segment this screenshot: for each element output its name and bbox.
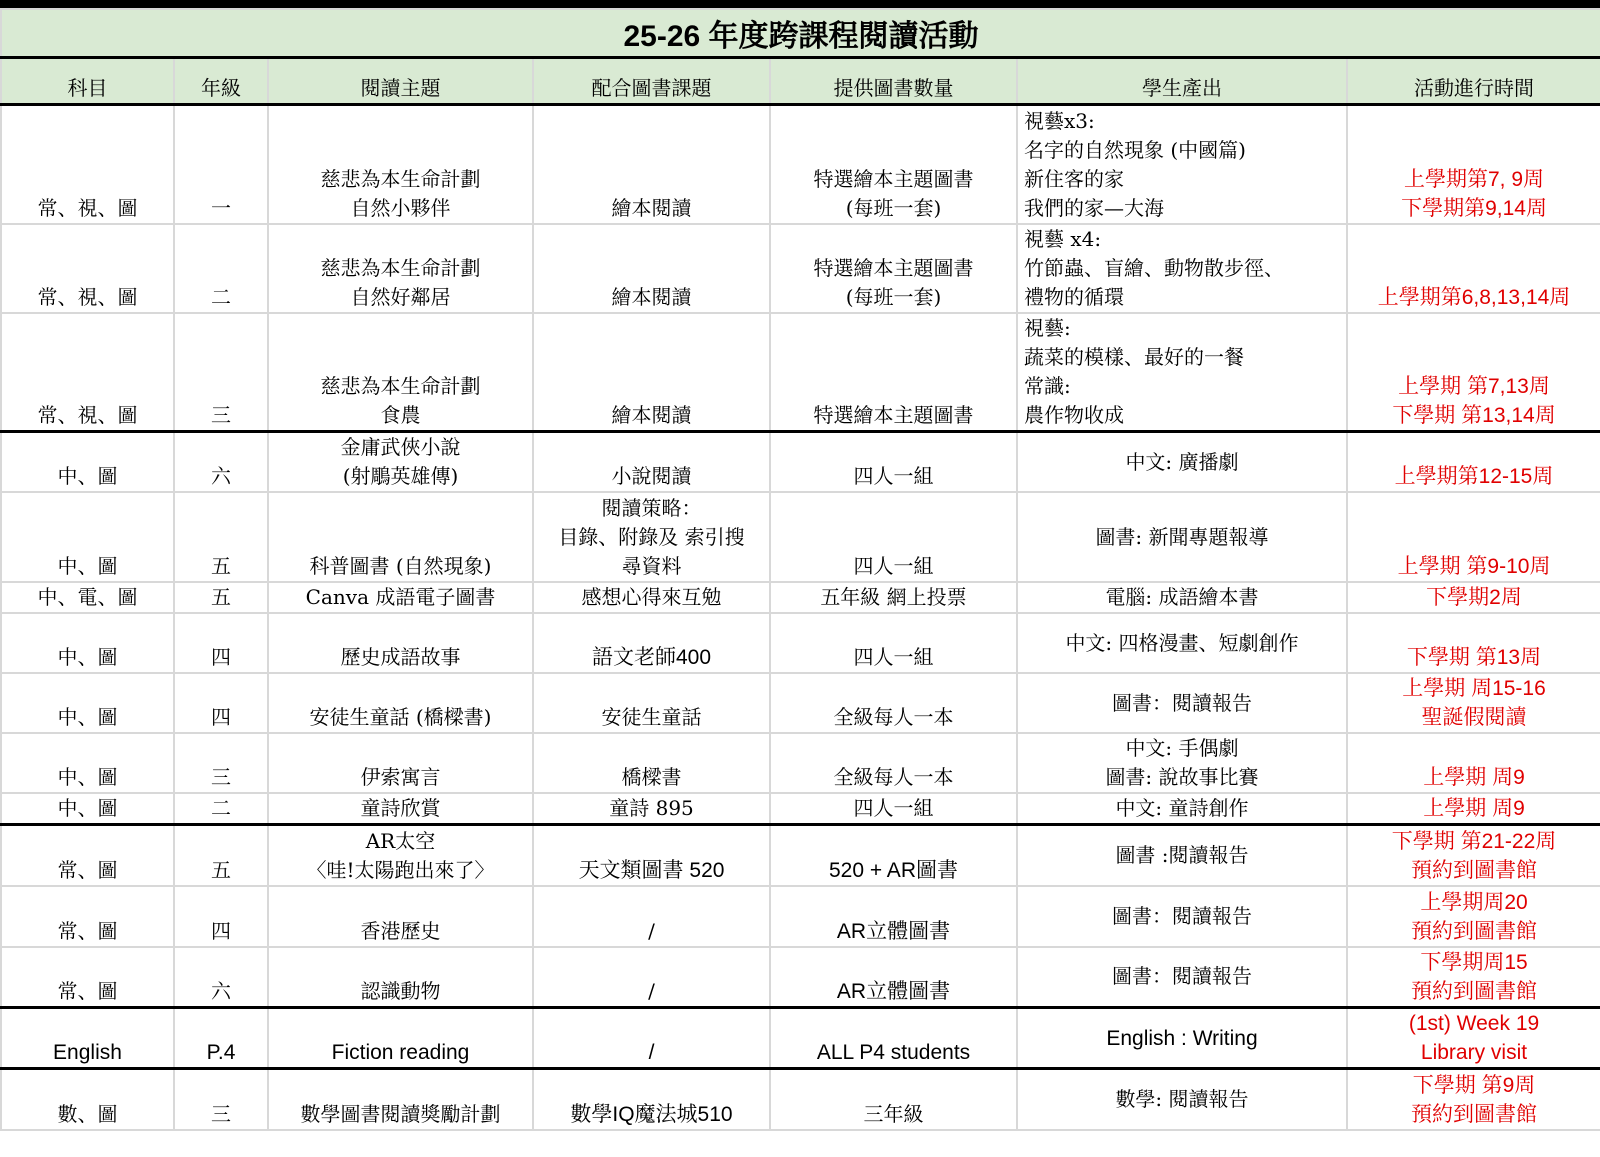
cell-time-line: 下學期 第13周 [1406, 646, 1542, 669]
table-row [1, 313, 1600, 432]
cell-grade-line: 二 [211, 284, 231, 309]
cell-quantity-line: 全級每人一本 [833, 705, 954, 729]
cell-output-line: 中文: 廣播劇 [1125, 449, 1239, 474]
cell-topic [533, 1008, 770, 1069]
cell-quantity [770, 825, 1017, 886]
cell-time [1347, 224, 1600, 313]
table-row [1, 105, 1600, 224]
cell-subject-line: 常、圖 [57, 979, 118, 1003]
cell-theme [268, 492, 533, 582]
cell-theme [268, 432, 533, 493]
cell-time-line: 下學期 第21-22周 [1391, 829, 1557, 853]
cell-output-line: 我們的家—大海 [1024, 195, 1164, 220]
cell-subject-line: 常、視、圖 [37, 403, 138, 427]
cell-topic [533, 1069, 770, 1130]
cell-topic [533, 224, 770, 313]
cell-time-line: 下學期2周 [1426, 586, 1522, 609]
table-row [1, 224, 1600, 313]
cell-quantity-line: 四人一組 [853, 464, 934, 488]
cell-quantity-line: 全級每人一本 [833, 765, 954, 789]
cell-subject [1, 613, 174, 673]
cell-time-line: 聖誕假閱讀 [1421, 706, 1527, 729]
cell-output [1017, 313, 1347, 432]
cell-theme-line: 金庸武俠小說 [340, 435, 461, 459]
cell-topic [533, 432, 770, 493]
cell-grade [174, 613, 268, 673]
cell-topic-line: 尋資料 [621, 554, 682, 578]
cell-topic [533, 673, 770, 733]
cell-quantity [770, 582, 1017, 613]
cell-grade [174, 224, 268, 313]
cell-grade [174, 105, 268, 224]
cell-topic-line: 童詩 895 [609, 796, 694, 820]
cell-grade [174, 1069, 268, 1130]
cell-theme [268, 105, 533, 224]
cell-time-line: 下學期第9,14周 [1401, 196, 1547, 220]
cell-quantity-line: 五年級 網上投票 [820, 585, 967, 609]
table-row [1, 432, 1600, 493]
cell-subject-line: 數、圖 [57, 1101, 118, 1126]
cell-quantity-line: AR立體圖書 [836, 980, 951, 1003]
cell-theme-line: 慈悲為本生命計劃 [320, 374, 481, 398]
cell-subject-line: 中、圖 [57, 765, 118, 789]
title-row [1, 9, 1600, 58]
cell-quantity [770, 673, 1017, 733]
cell-quantity-line: 四人一組 [853, 645, 934, 669]
cell-theme [268, 673, 533, 733]
cell-subject [1, 492, 174, 582]
cell-subject-line: 常、圖 [57, 918, 118, 943]
cell-theme-line: 認識動物 [360, 979, 441, 1003]
cell-output-line: 名字的自然現象 (中國篇) [1024, 137, 1246, 162]
cell-output [1017, 947, 1347, 1008]
cell-quantity [770, 733, 1017, 793]
cell-quantity [770, 432, 1017, 493]
cell-output-line: 常識: [1024, 374, 1071, 398]
cell-grade-line: 五 [211, 857, 231, 882]
cell-grade [174, 582, 268, 613]
cell-output-line: 數學: 閱讀報告 [1115, 1086, 1249, 1111]
cell-output [1017, 105, 1347, 224]
cell-output-line: 電腦: 成語繪本書 [1105, 585, 1259, 609]
cell-subject [1, 947, 174, 1008]
cell-time-line: 上學期 周9 [1423, 797, 1525, 820]
cell-theme [268, 886, 533, 947]
header-row [1, 58, 1600, 105]
cell-theme-line: 數學圖書閱讀獎勵計劃 [300, 1101, 501, 1126]
cell-quantity-line: (每班一套) [845, 195, 942, 220]
cell-quantity [770, 105, 1017, 224]
spreadsheet-sheet [0, 8, 1600, 1157]
cell-theme-line: 安徒生童話 (橋樑書) [309, 705, 492, 729]
cell-quantity-line: 三年級 [863, 1101, 924, 1126]
cell-grade [174, 793, 268, 825]
cell-theme-line: 童詩欣賞 [360, 796, 441, 820]
cell-output [1017, 582, 1347, 613]
cell-output-line: 中文: 四格漫畫、短劇創作 [1065, 630, 1299, 655]
cell-quantity-line: 特選繪本主題圖書 [813, 166, 974, 191]
cell-topic-line: / [648, 979, 655, 1003]
cell-grade [174, 886, 268, 947]
cell-time-line: Library visit [1420, 1041, 1528, 1064]
cell-quantity-line: 特選繪本主題圖書 [813, 403, 974, 427]
cell-quantity-line: ALL P4 students [816, 1041, 971, 1064]
cell-topic [533, 733, 770, 793]
cell-topic-line: 閱讀策略： [601, 496, 702, 520]
cell-time-line: (1st) Week 19 [1408, 1012, 1540, 1035]
cell-subject-line: 中、圖 [57, 796, 118, 820]
cell-subject-line: 常、視、圖 [37, 195, 138, 220]
cell-theme-line: 食農 [380, 403, 421, 427]
table-row [1, 825, 1600, 886]
cell-output-line: 視藝: [1024, 316, 1071, 340]
table-row [1, 793, 1600, 825]
cell-grade [174, 825, 268, 886]
cell-theme-line: AR太空 [365, 828, 436, 853]
cell-theme-line: 〈哇!太陽跑出來了〉 [306, 857, 495, 882]
cell-topic [533, 582, 770, 613]
cell-grade-line: 四 [211, 918, 231, 943]
cell-grade [174, 1008, 268, 1069]
sheet-title: 25-26 年度跨課程閱讀活動 [1, 9, 1600, 58]
cell-theme [268, 793, 533, 825]
cell-output-line: 竹節蟲、盲繪、動物散步徑、 [1024, 255, 1284, 280]
cell-time-line: 上學期第6,8,13,14周 [1377, 285, 1571, 309]
table-row [1, 613, 1600, 673]
cell-theme [268, 1069, 533, 1130]
cell-subject-line: 常、視、圖 [37, 284, 138, 309]
cell-time [1347, 793, 1600, 825]
table-row [1, 582, 1600, 613]
header-grade: 年級 [174, 58, 268, 105]
cell-time-line: 預約到圖書館 [1411, 980, 1538, 1003]
table-row [1, 1008, 1600, 1069]
cell-grade [174, 947, 268, 1008]
cell-output-line: 農作物收成 [1024, 403, 1124, 427]
cell-time [1347, 492, 1600, 582]
cell-grade [174, 432, 268, 493]
cell-grade-line: P.4 [206, 1041, 236, 1064]
activity-table [0, 8, 1600, 1131]
cell-output-line: 中文: 童詩創作 [1115, 796, 1249, 820]
cell-output [1017, 673, 1347, 733]
cell-topic-line: 橋樑書 [621, 765, 682, 789]
table-row [1, 886, 1600, 947]
cell-time [1347, 313, 1600, 432]
cell-subject [1, 793, 174, 825]
table-row [1, 673, 1600, 733]
cell-grade-line: 三 [211, 765, 231, 789]
cell-theme-line: 慈悲為本生命計劃 [320, 166, 481, 191]
cell-topic-line: 語文老師400 [591, 646, 712, 669]
cell-output-line: 圖書：閱讀報告 [1112, 690, 1252, 715]
cell-theme-line: 慈悲為本生命計劃 [320, 255, 481, 280]
cell-output [1017, 1069, 1347, 1130]
cell-output [1017, 224, 1347, 313]
cell-output [1017, 432, 1347, 493]
cell-grade-line: 三 [211, 1101, 231, 1126]
cell-theme-line: (射鵰英雄傳) [342, 464, 459, 488]
cell-theme [268, 582, 533, 613]
cell-quantity-line: 520 + AR圖書 [829, 858, 958, 882]
cell-quantity [770, 613, 1017, 673]
cell-output-line: 圖書：閱讀報告 [1112, 964, 1252, 989]
cell-output [1017, 613, 1347, 673]
cell-quantity [770, 313, 1017, 432]
cell-topic [533, 793, 770, 825]
cell-quantity [770, 793, 1017, 825]
cell-topic [533, 825, 770, 886]
header-theme: 閱讀主題 [268, 58, 533, 105]
cell-time [1347, 733, 1600, 793]
cell-time [1347, 886, 1600, 947]
cell-subject [1, 886, 174, 947]
cell-time-line: 預約到圖書館 [1411, 858, 1538, 882]
cell-output [1017, 886, 1347, 947]
cell-output [1017, 733, 1347, 793]
cell-time-line: 預約到圖書館 [1411, 919, 1538, 943]
cell-quantity-line: 特選繪本主題圖書 [813, 255, 974, 280]
cell-subject-line: 中、圖 [57, 645, 118, 669]
cell-topic-line: / [648, 918, 655, 943]
cell-time-line: 預約到圖書館 [1411, 1102, 1538, 1126]
cell-topic [533, 492, 770, 582]
cell-output-line: 禮物的循環 [1024, 284, 1124, 309]
cell-quantity [770, 492, 1017, 582]
cell-topic-line: 繪本閱讀 [611, 403, 692, 427]
cell-time-line: 下學期 第13,14周 [1392, 404, 1556, 427]
cell-theme-line: 自然小夥伴 [350, 195, 451, 220]
cell-subject-line: 中、圖 [57, 705, 118, 729]
cell-quantity [770, 1008, 1017, 1069]
cell-subject-line: 中、圖 [57, 554, 118, 578]
header-time: 活動進行時間 [1347, 58, 1600, 105]
cell-grade [174, 673, 268, 733]
cell-topic-line: 數學IQ魔法城510 [570, 1102, 733, 1126]
cell-output-line: 圖書：閱讀報告 [1112, 903, 1252, 928]
cell-theme-line: Canva 成語電子圖書 [305, 585, 496, 609]
cell-theme-line: 伊索寓言 [360, 765, 441, 789]
cell-time [1347, 432, 1600, 493]
cell-subject [1, 432, 174, 493]
cell-topic [533, 105, 770, 224]
cell-output [1017, 793, 1347, 825]
header-topic: 配合圖書課題 [533, 58, 770, 105]
cell-time [1347, 1008, 1600, 1069]
cell-output-line: 圖書: 說故事比賽 [1105, 765, 1259, 789]
cell-output [1017, 825, 1347, 886]
cell-time [1347, 613, 1600, 673]
cell-time-line: 上學期 第7,13周 [1398, 375, 1550, 398]
cell-quantity [770, 947, 1017, 1008]
cell-grade-line: 一 [211, 195, 231, 220]
cell-grade-line: 四 [211, 645, 231, 669]
cell-grade-line: 四 [211, 705, 231, 729]
cell-topic [533, 886, 770, 947]
cell-output-line: 蔬菜的模樣、最好的一餐 [1024, 345, 1244, 369]
cell-theme-line: 香港歷史 [360, 918, 441, 943]
cell-output [1017, 492, 1347, 582]
table-row [1, 492, 1600, 582]
cell-theme-line: 科普圖書 (自然現象) [309, 554, 492, 578]
table-row [1, 947, 1600, 1008]
cell-subject [1, 1008, 174, 1069]
cell-topic-line: 目錄、附錄及 索引搜 [558, 525, 745, 549]
cell-topic [533, 947, 770, 1008]
cell-quantity [770, 886, 1017, 947]
cell-grade [174, 313, 268, 432]
cell-quantity-line: 四人一組 [853, 554, 934, 578]
cell-quantity [770, 224, 1017, 313]
cell-subject [1, 224, 174, 313]
cell-theme [268, 1008, 533, 1069]
cell-output-line: English : Writing [1106, 1026, 1258, 1050]
cell-quantity [770, 1069, 1017, 1130]
cell-subject-line: English [53, 1041, 122, 1064]
cell-topic-line: 天文類圖書 520 [578, 858, 725, 882]
table-row [1, 1069, 1600, 1130]
cell-theme-line: Fiction reading [331, 1041, 470, 1064]
cell-output-line: 視藝x3: [1024, 108, 1095, 133]
cell-topic [533, 613, 770, 673]
cell-time-line: 上學期 第9-10周 [1397, 555, 1551, 578]
cell-output-line: 圖書: 新聞專題報導 [1095, 524, 1269, 549]
cell-theme-line: 自然好鄰居 [350, 284, 451, 309]
cell-theme [268, 825, 533, 886]
cell-quantity-line: 四人一組 [853, 796, 934, 820]
cell-topic-line: / [648, 1041, 655, 1064]
cell-theme [268, 313, 533, 432]
cell-subject [1, 825, 174, 886]
header-subject: 科目 [1, 58, 174, 105]
cell-time-line: 上學期 周15-16 [1402, 677, 1546, 700]
cell-theme [268, 613, 533, 673]
cell-theme [268, 947, 533, 1008]
cell-time [1347, 582, 1600, 613]
cell-subject [1, 1069, 174, 1130]
cell-subject [1, 733, 174, 793]
cell-grade [174, 733, 268, 793]
cell-subject [1, 105, 174, 224]
cell-theme [268, 733, 533, 793]
cell-grade-line: 六 [211, 464, 231, 488]
cell-topic-line: 感想心得來互勉 [581, 585, 722, 609]
cell-time [1347, 947, 1600, 1008]
cell-quantity-line: AR立體圖書 [836, 919, 951, 943]
cell-time-line: 上學期 周9 [1423, 766, 1525, 789]
cell-time-line: 上學期第12-15周 [1394, 465, 1554, 488]
cell-subject [1, 673, 174, 733]
cell-quantity-line: (每班一套) [845, 284, 942, 309]
cell-theme [268, 224, 533, 313]
cell-grade-line: 三 [211, 403, 231, 427]
cell-time [1347, 105, 1600, 224]
cell-time [1347, 825, 1600, 886]
cell-time-line: 上學期第7, 9周 [1404, 167, 1545, 191]
header-quantity: 提供圖書數量 [770, 58, 1017, 105]
cell-grade-line: 五 [211, 554, 231, 578]
cell-topic-line: 小說閱讀 [611, 464, 692, 488]
cell-topic-line: 安徒生童話 [601, 705, 702, 729]
cell-grade-line: 五 [211, 585, 231, 609]
table-row [1, 733, 1600, 793]
cell-time [1347, 673, 1600, 733]
cell-subject [1, 313, 174, 432]
header-output: 學生產出 [1017, 58, 1347, 105]
cell-topic [533, 313, 770, 432]
cell-grade-line: 二 [211, 796, 231, 820]
cell-subject-line: 常、圖 [57, 857, 118, 882]
cell-grade [174, 492, 268, 582]
cell-output-line: 新住客的家 [1024, 166, 1124, 191]
cell-time-line: 下學期 第9周 [1412, 1073, 1536, 1097]
cell-subject-line: 中、圖 [57, 464, 118, 488]
cell-time [1347, 1069, 1600, 1130]
cell-subject-line: 中、電、圖 [37, 585, 138, 609]
cell-topic-line: 繪本閱讀 [611, 195, 692, 220]
cell-grade-line: 六 [211, 979, 231, 1003]
cell-time-line: 下學期周15 [1420, 951, 1528, 974]
cell-topic-line: 繪本閱讀 [611, 284, 692, 309]
cell-output-line: 圖書 :閱讀報告 [1115, 842, 1249, 867]
cell-theme-line: 歷史成語故事 [340, 645, 461, 669]
cell-output [1017, 1008, 1347, 1069]
cell-output-line: 中文: 手偶劇 [1125, 736, 1239, 760]
cell-subject [1, 582, 174, 613]
cell-time-line: 上學期周20 [1420, 890, 1528, 914]
cell-output-line: 視藝 x4: [1024, 226, 1102, 251]
